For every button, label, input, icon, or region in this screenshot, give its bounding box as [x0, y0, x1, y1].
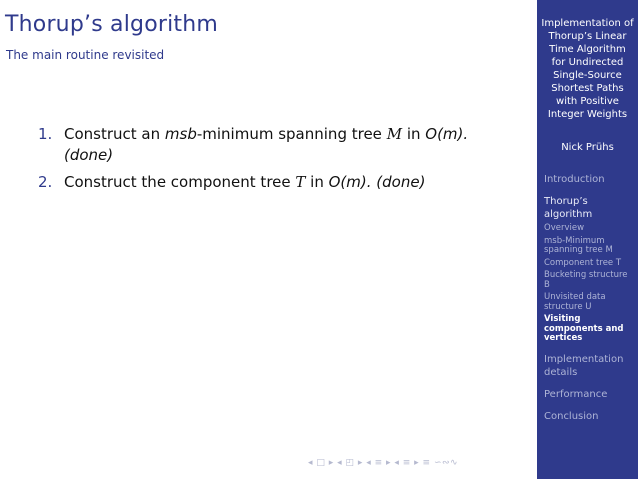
sidebar-subsections — [544, 224, 634, 344]
status-done: (done) — [376, 173, 426, 191]
talk-author: Nick Prühs — [561, 142, 614, 153]
sidebar-subitem-visiting[interactable]: Visiting components and vertices — [544, 314, 624, 343]
sidebar-item-performance[interactable]: Performance — [544, 388, 608, 400]
symbol-M: M — [386, 125, 403, 143]
sidebar-subitem-unvisited[interactable]: Unvisited data structure U — [544, 292, 606, 312]
list-item — [38, 172, 518, 193]
item-number: 1. — [38, 125, 53, 143]
item-text: Construct the component tree T in O(m). (done) — [64, 173, 426, 191]
list-item — [38, 124, 518, 166]
sidebar-item-conclusion[interactable]: Conclusion — [544, 410, 599, 422]
frame-subtitle: The main routine revisited — [6, 48, 165, 62]
complexity: O(m). — [328, 173, 372, 191]
sidebar-subitem-bucketing[interactable]: Bucketing structure B — [544, 270, 628, 290]
sidebar-item-thorups-algorithm[interactable]: Thorup’s algorithm — [544, 196, 593, 220]
enumerated-list — [38, 124, 518, 199]
sidebar-nav — [544, 173, 634, 432]
frame-title: Thorup’s algorithm — [5, 12, 219, 37]
sidebar-item-introduction[interactable]: Introduction — [544, 174, 605, 185]
beamer-navigation-symbols[interactable]: ◂ □ ▸ ◂ ◰ ▸ ◂ ≡ ▸ ◂ ≡ ▸ ≡ ∽∾∿ — [308, 458, 459, 468]
sidebar — [537, 0, 638, 479]
item-text: Construct an msb-minimum spanning tree M in O(m). (done) — [64, 125, 469, 164]
sidebar-subitem-overview[interactable]: Overview — [544, 223, 585, 233]
sidebar-item-implementation-details[interactable]: Implementation details — [544, 353, 624, 378]
sidebar-subitem-msb-mst[interactable]: msb-Minimum spanning tree M — [544, 235, 613, 255]
status-done: (done) — [64, 146, 114, 164]
sidebar-subitem-component-tree[interactable]: Component tree T — [544, 257, 622, 268]
item-number: 2. — [38, 173, 53, 191]
talk-title[interactable]: Implementation of Thorup’s Linear Time Algorithm for Undirected Single-Source Shortest Paths with Positive Integer Weights — [541, 18, 634, 120]
complexity: O(m). — [425, 125, 469, 143]
symbol-T: T — [295, 173, 306, 191]
